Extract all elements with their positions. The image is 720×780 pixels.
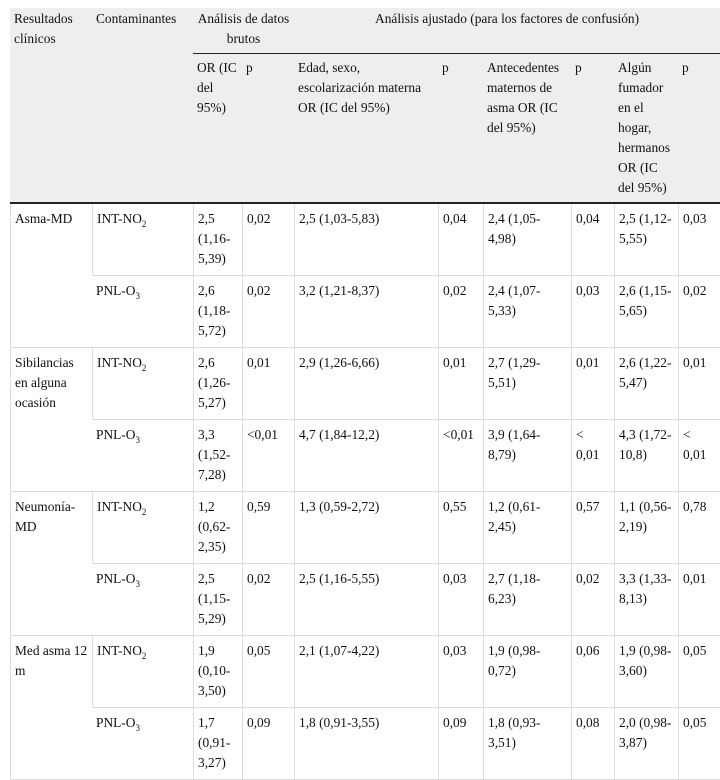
or-fumador-cell: 1,1 (0,56-2,19) [614, 492, 678, 564]
header-resultados-clinicos: Resultados clínicos [10, 8, 92, 204]
or-raw-cell: 2,6 (1,26-5,27) [193, 348, 242, 420]
p-raw-cell: 0,02 [242, 564, 294, 636]
pollutant-name: INT-NO [97, 499, 142, 514]
p-raw-cell: 0,09 [242, 708, 294, 780]
header-p-antecedentes: p [571, 53, 614, 204]
outcome-cell: Sibilancias en alguna ocasión [10, 348, 92, 492]
p-raw-cell: 0,01 [242, 348, 294, 420]
table-row [10, 204, 720, 276]
p-edad-cell: <0,01 [438, 420, 483, 492]
p-edad-cell: 0,09 [438, 708, 483, 780]
outcome-cell: Med asma 12 m [10, 636, 92, 780]
results-table-container [10, 8, 707, 780]
p-edad-cell: 0,03 [438, 564, 483, 636]
p-fumador-cell: 0,05 [678, 636, 720, 708]
p-antecedentes-cell: 0,02 [571, 564, 614, 636]
pollutant-subscript: 3 [135, 579, 140, 589]
pollutant-cell [92, 204, 193, 276]
pollutant-cell [92, 708, 193, 780]
p-edad-cell: 0,04 [438, 204, 483, 276]
header-analisis-ajustado: Análisis ajustado (para los factores de confusión) [294, 8, 720, 53]
or-raw-cell: 1,9 (0,10-3,50) [193, 636, 242, 708]
p-raw-cell: 0,02 [242, 204, 294, 276]
pollutant-cell [92, 636, 193, 708]
or-fumador-cell: 2,0 (0,98-3,87) [614, 708, 678, 780]
p-raw-cell: 0,05 [242, 636, 294, 708]
p-fumador-cell: 0,03 [678, 204, 720, 276]
or-raw-cell: 3,3 (1,52-7,28) [193, 420, 242, 492]
table-row [10, 636, 720, 708]
or-antecedentes-cell: 2,7 (1,18-6,23) [483, 564, 571, 636]
pollutant-name: INT-NO [97, 211, 142, 226]
p-fumador-cell: 0,78 [678, 492, 720, 564]
p-edad-cell: 0,03 [438, 636, 483, 708]
or-fumador-cell: 4,3 (1,72-10,8) [614, 420, 678, 492]
p-raw-cell: <0,01 [242, 420, 294, 492]
pollutant-cell [92, 564, 193, 636]
pollutant-name: INT-NO [97, 355, 142, 370]
or-raw-cell: 2,6 (1,18-5,72) [193, 276, 242, 348]
or-edad-cell: 4,7 (1,84-12,2) [294, 420, 438, 492]
or-raw-cell: 2,5 (1,16-5,39) [193, 204, 242, 276]
pollutant-cell [92, 420, 193, 492]
p-edad-cell: 0,55 [438, 492, 483, 564]
p-fumador-cell: < 0,01 [678, 420, 720, 492]
pollutant-name: INT-NO [97, 643, 142, 658]
or-fumador-cell: 1,9 (0,98-3,60) [614, 636, 678, 708]
p-fumador-cell: 0,01 [678, 348, 720, 420]
pollutant-name: PNL-O [96, 283, 136, 298]
pollutant-name: PNL-O [96, 427, 136, 442]
pollutant-subscript: 3 [135, 291, 140, 301]
pollutant-subscript: 2 [141, 651, 147, 661]
pollutant-cell [92, 492, 193, 564]
pollutant-subscript: 3 [135, 723, 140, 733]
p-antecedentes-cell: 0,57 [571, 492, 614, 564]
or-fumador-cell: 2,5 (1,12-5,55) [614, 204, 678, 276]
or-antecedentes-cell: 2,4 (1,07-5,33) [483, 276, 571, 348]
header-p-brutos: p [242, 53, 294, 204]
or-antecedentes-cell: 3,9 (1,64-8,79) [483, 420, 571, 492]
header-contaminantes: Contaminantes [92, 8, 193, 204]
or-antecedentes-cell: 1,2 (0,61-2,45) [483, 492, 571, 564]
or-edad-cell: 1,8 (0,91-3,55) [294, 708, 438, 780]
pollutant-cell [92, 276, 193, 348]
p-antecedentes-cell: 0,03 [571, 276, 614, 348]
p-raw-cell: 0,02 [242, 276, 294, 348]
or-raw-cell: 2,5 (1,15-5,29) [193, 564, 242, 636]
outcome-cell: Asma-MD [10, 204, 92, 348]
results-table [10, 8, 720, 780]
results-table-body [10, 204, 720, 780]
or-fumador-cell: 3,3 (1,33-8,13) [614, 564, 678, 636]
header-antecedentes: Antecedentes maternos de asma OR (IC del 95%) [483, 53, 571, 204]
p-fumador-cell: 0,01 [678, 564, 720, 636]
or-antecedentes-cell: 2,4 (1,05-4,98) [483, 204, 571, 276]
pollutant-subscript: 2 [141, 363, 147, 373]
table-row [10, 564, 720, 636]
or-edad-cell: 2,1 (1,07-4,22) [294, 636, 438, 708]
or-fumador-cell: 2,6 (1,22-5,47) [614, 348, 678, 420]
pollutant-subscript: 3 [135, 435, 140, 445]
p-antecedentes-cell: 0,08 [571, 708, 614, 780]
or-edad-cell: 2,5 (1,16-5,55) [294, 564, 438, 636]
or-edad-cell: 3,2 (1,21-8,37) [294, 276, 438, 348]
or-edad-cell: 2,5 (1,03-5,83) [294, 204, 438, 276]
or-raw-cell: 1,2 (0,62-2,35) [193, 492, 242, 564]
or-raw-cell: 1,7 (0,91-3,27) [193, 708, 242, 780]
pollutant-subscript: 2 [141, 507, 147, 517]
pollutant-subscript: 2 [141, 219, 147, 229]
pollutant-name: PNL-O [96, 715, 136, 730]
p-edad-cell: 0,01 [438, 348, 483, 420]
header-p-fumador: p [678, 53, 720, 204]
p-antecedentes-cell: 0,04 [571, 204, 614, 276]
header-analisis-brutos: Análisis de datos brutos [193, 8, 294, 53]
p-antecedentes-cell: 0,01 [571, 348, 614, 420]
table-row [10, 348, 720, 420]
p-edad-cell: 0,02 [438, 276, 483, 348]
table-row [10, 708, 720, 780]
table-row [10, 420, 720, 492]
or-antecedentes-cell: 2,7 (1,29-5,51) [483, 348, 571, 420]
header-p-edad: p [438, 53, 483, 204]
p-fumador-cell: 0,02 [678, 276, 720, 348]
p-fumador-cell: 0,05 [678, 708, 720, 780]
header-fumador: Algún fumador en el hogar, hermanos OR (IC del 95%) [614, 53, 678, 204]
p-raw-cell: 0,59 [242, 492, 294, 564]
table-row [10, 276, 720, 348]
p-antecedentes-cell: < 0,01 [571, 420, 614, 492]
table-row [10, 492, 720, 564]
or-fumador-cell: 2,6 (1,15-5,65) [614, 276, 678, 348]
header-edad-sexo: Edad, sexo, escolarización materna OR (IC del 95%) [294, 53, 438, 204]
header-or-ic: OR (IC del 95%) [193, 53, 242, 204]
or-edad-cell: 2,9 (1,26-6,66) [294, 348, 438, 420]
pollutant-name: PNL-O [96, 571, 136, 586]
p-antecedentes-cell: 0,06 [571, 636, 614, 708]
pollutant-cell [92, 348, 193, 420]
or-antecedentes-cell: 1,8 (0,93-3,51) [483, 708, 571, 780]
outcome-cell: Neumonía-MD [10, 492, 92, 636]
or-edad-cell: 1,3 (0,59-2,72) [294, 492, 438, 564]
or-antecedentes-cell: 1,9 (0,98-0,72) [483, 636, 571, 708]
